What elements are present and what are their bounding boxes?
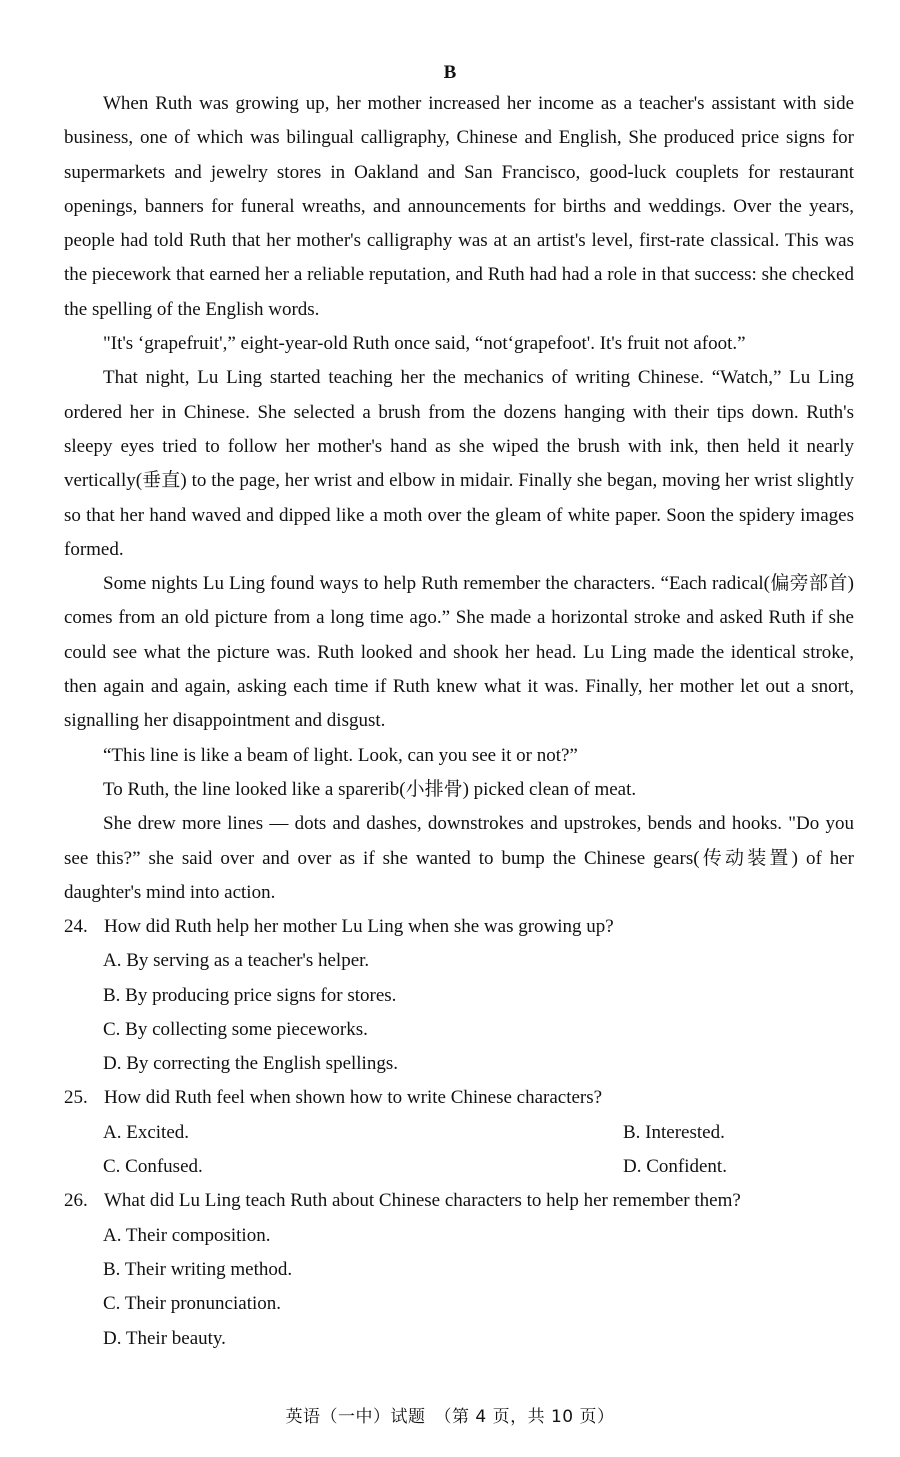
question-number: 25. xyxy=(64,1087,88,1109)
option-d: D. Their beauty. xyxy=(103,1327,226,1349)
question-26 xyxy=(64,1184,854,1355)
question-text: What did Lu Ling teach Ruth about Chinese characters to help her remember them? xyxy=(104,1190,741,1212)
option-b: B. Interested. xyxy=(623,1121,725,1143)
option-c: C. Their pronunciation. xyxy=(103,1293,282,1315)
page-footer: 英语（一中）试题 （第 4 页，共 10 页） xyxy=(285,1407,615,1427)
passage-paragraph: To Ruth, the line looked like a sparerib(小排骨) picked clean of meat. xyxy=(103,778,637,800)
passage-paragraph: Some nights Lu Ling found ways to help Ruth remember the characters. “Each radical(偏旁部首) comes from an old picture from a long time ago.” She made a horizontal stroke and asked Ruth if she could see what the picture was. Ruth looked and shook her head. Lu Ling made the identical stroke, then again and again, asking each time if Ruth knew what it was. Finally, her mother let out a snort, signalling her disappointment and disgust. xyxy=(64,573,854,732)
section-heading: B xyxy=(443,62,457,83)
passage-paragraph: She drew more lines — dots and dashes, downstrokes and upstrokes, bends and hooks. "Do you see this?” she said over and over as if she wanted to bump the Chinese gears(传动装置) of her daughter's mind into action. xyxy=(64,813,854,903)
passage-paragraph: "It's ‘grapefruit',” eight-year-old Ruth once said, “not‘grapefoot'. It's fruit not afoot.” xyxy=(103,333,746,355)
question-24 xyxy=(64,910,854,1081)
options-grid xyxy=(103,1116,854,1185)
question-number: 24. xyxy=(64,916,88,937)
question-text: How did Ruth help her mother Lu Ling when she was growing up? xyxy=(104,916,614,937)
option-a: A. Their composition. xyxy=(103,1224,271,1246)
question-number: 26. xyxy=(64,1190,88,1212)
option-a: A. By serving as a teacher's helper. xyxy=(103,950,370,972)
question-25 xyxy=(64,1081,854,1184)
question-list xyxy=(64,910,854,1356)
passage-paragraph: That night, Lu Ling started teaching her the mechanics of writing Chinese. “Watch,” Lu Ling ordered her in Chinese. She selected a brush from the dozens hanging with their tips down. Ruth's sleepy eyes tried to follow her mother's hand as she wiped the brush with ink, then held it nearly vertically(垂直) to the page, her wrist and elbow in midair. Finally she began, moving her wrist slightly so that her hand waved and dipped like a moth over the gleam of white paper. Soon the spidery images formed. xyxy=(64,367,854,560)
option-c: C. By collecting some pieceworks. xyxy=(103,1018,368,1040)
option-d: D. Confident. xyxy=(623,1156,727,1178)
option-c: C. Confused. xyxy=(103,1156,203,1178)
passage-paragraph: “This line is like a beam of light. Look, can you see it or not?” xyxy=(103,744,578,766)
question-text: How did Ruth feel when shown how to write Chinese characters? xyxy=(104,1087,603,1109)
option-b: B. Their writing method. xyxy=(103,1258,293,1280)
reading-passage xyxy=(64,87,854,910)
option-d: D. By correcting the English spellings. xyxy=(103,1053,398,1075)
passage-paragraph: When Ruth was growing up, her mother increased her income as a teacher's assistant with side business, one of which was bilingual calligraphy, Chinese and English, She produced price signs for supermarkets and jewelry stores in Oakland and San Francisco, good-luck couplets for restaurant openings, banners for funeral wreaths, and announcements for births and weddings. Over the years, people had told Ruth that her mother's calligraphy was at an artist's level, first-rate classical. This was the piecework that earned her a reliable reputation, and Ruth had had a role in that success: she checked the spelling of the English words. xyxy=(64,93,854,320)
option-b: B. By producing price signs for stores. xyxy=(103,984,397,1006)
option-a: A. Excited. xyxy=(103,1121,190,1143)
